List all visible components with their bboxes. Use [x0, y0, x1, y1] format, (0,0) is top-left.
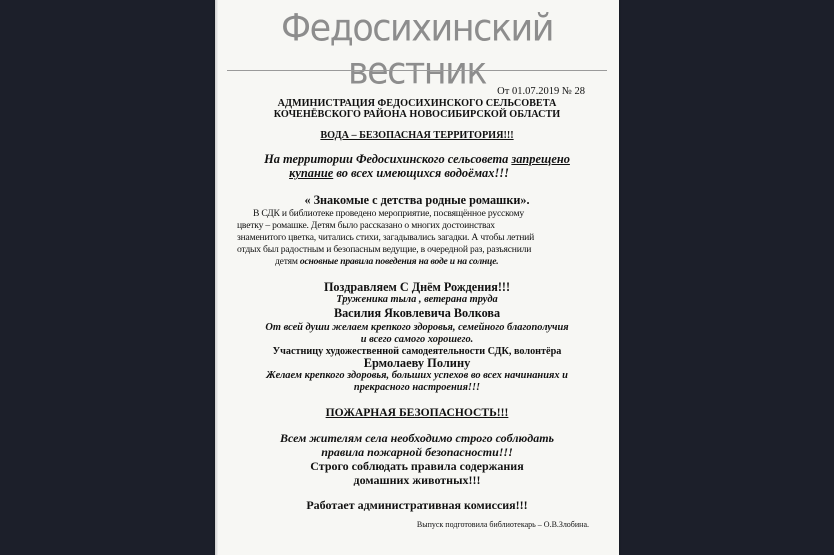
- birthday-wish-1b: и всего самого хорошего.: [360, 334, 474, 345]
- daisy-paragraph-line: отдых был радостным и безопасным ведущие, в очередной раз, разъяснили: [237, 244, 532, 255]
- birthday-role-2: Участницу художественной самодеятельности СДК, волонтёра: [272, 346, 562, 357]
- fire-safety-heading: ПОЖАРНАЯ БЕЗОПАСНОСТЬ!!!: [325, 406, 509, 419]
- daisy-paragraph-line: детям основные правила поведения на воде и на солнце.: [275, 256, 499, 267]
- masthead-divider: [227, 70, 607, 71]
- newsletter-masthead: Федосихинский вестник: [281, 6, 553, 94]
- daisy-paragraph-line: знаменитого цветка, читались стихи, загадывались загадки. А чтобы летний: [237, 232, 535, 243]
- birthday-heading: Поздравляем С Днём Рождения!!!: [323, 280, 511, 294]
- birthday-name-1: Василия Яковлевича Волкова: [333, 306, 501, 320]
- daisy-paragraph-line: цветку – ромашке. Детям было рассказано о многих достоинствах: [237, 220, 495, 231]
- fire-safety-line1: Всем жителям села необходимо строго соблюдать: [279, 431, 555, 445]
- issue-credits: Выпуск подготовила библиотекарь – О.В.Злобина.: [416, 520, 589, 529]
- daisy-paragraph-line: В СДК и библиотеке проведено мероприятие, посвящённое русскому: [253, 208, 524, 219]
- birthday-name-2: Ермолаеву Полину: [363, 356, 471, 370]
- daisy-article-title: « Знакомые с детства родные ромашки».: [304, 193, 530, 207]
- issue-date-number: От 01.07.2019 № 28: [497, 86, 585, 97]
- fire-safety-line2: правила пожарной безопасности!!!: [321, 445, 513, 459]
- water-warning-line1: На территории Федосихинского сельсовета запрещено: [264, 152, 570, 166]
- pets-rules-line2: домашних животных!!!: [353, 473, 481, 487]
- pets-rules-line1: Строго соблюдать правила содержания: [310, 459, 524, 473]
- commission-notice: Работает административная комиссия!!!: [306, 498, 528, 512]
- birthday-wish-2b: прекрасного настроения!!!: [353, 382, 481, 393]
- water-safety-heading: ВОДА – БЕЗОПАСНАЯ ТЕРРИТОРИЯ!!!: [320, 130, 514, 141]
- birthday-role-1: Труженика тыла , ветерана труда: [336, 294, 498, 305]
- water-warning-line2: купание во всех имеющихся водоёмах!!!: [289, 166, 509, 180]
- birthday-wish-1a: От всей души желаем крепкого здоровья, семейного благополучия: [265, 322, 569, 333]
- newsletter-page: [215, 0, 619, 555]
- birthday-wish-2a: Желаем крепкого здоровья, больших успехов во всех начинаниях и: [266, 370, 568, 381]
- org-name-line1: АДМИНИСТРАЦИЯ ФЕДОСИХИНСКОГО СЕЛЬСОВЕТА: [277, 98, 557, 109]
- org-name-line2: КОЧЕНЁВСКОГО РАЙОНА НОВОСИБИРСКОЙ ОБЛАСТИ: [273, 109, 561, 120]
